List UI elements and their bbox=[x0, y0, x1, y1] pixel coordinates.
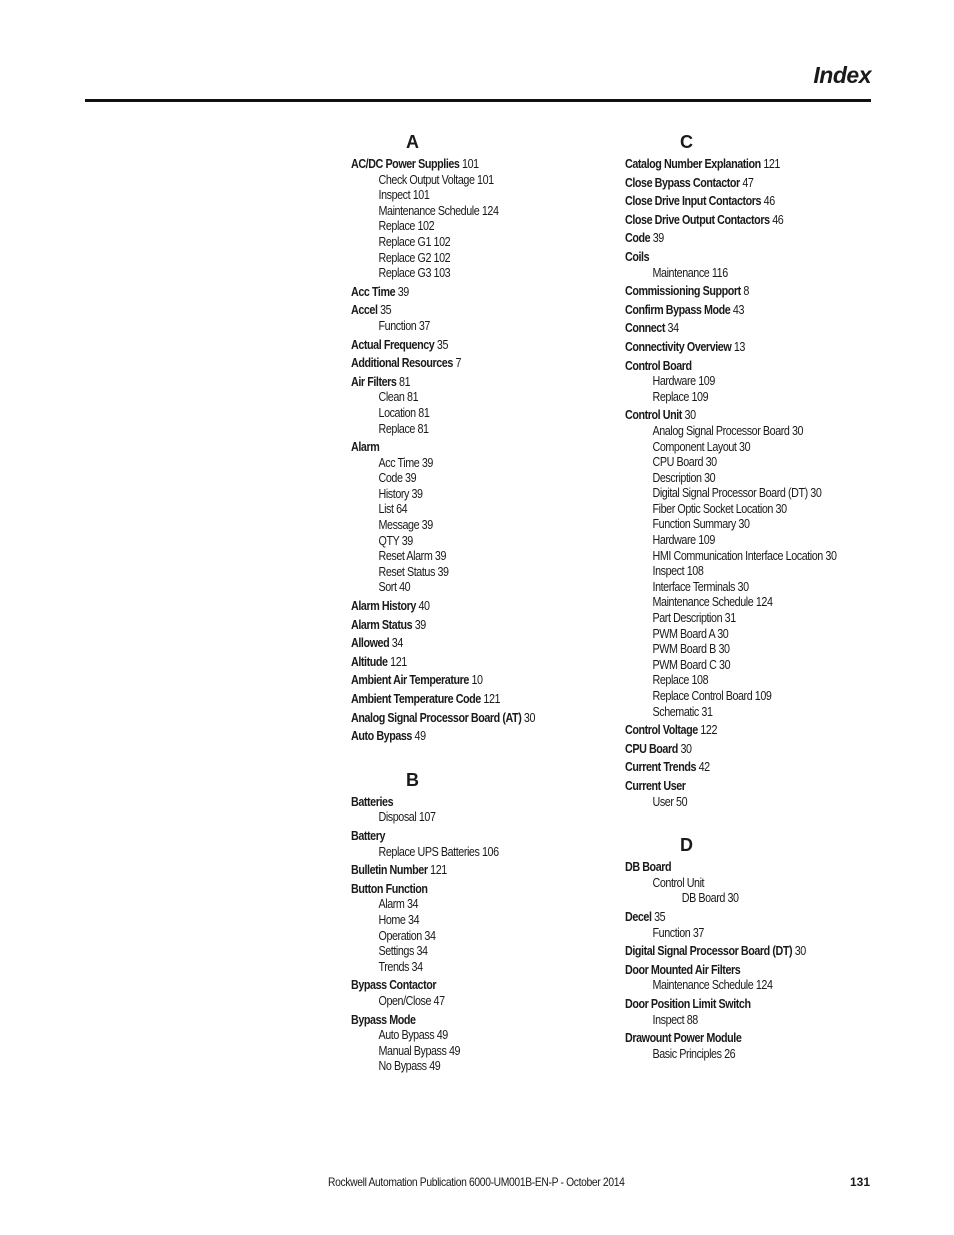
index-subentry: Replace G2 102 bbox=[378, 250, 451, 265]
index-page-ref: 42 bbox=[698, 760, 710, 775]
index-page-ref: 101 bbox=[462, 157, 479, 171]
index-page-ref: 8 bbox=[743, 284, 749, 299]
index-entry bbox=[351, 285, 566, 301]
index-subentry: Fiber Optic Socket Location 30 bbox=[652, 501, 787, 516]
index-term: Auto Bypass bbox=[351, 729, 412, 744]
footer-publication: Rockwell Automation Publication 6000-UM001B-EN-P - October 2014 bbox=[328, 1175, 625, 1189]
index-column-right bbox=[625, 130, 885, 1062]
index-subentry: Replace 108 bbox=[652, 673, 709, 688]
index-subentry: Check Output Voltage 101 bbox=[378, 172, 494, 187]
index-page-ref: 10 bbox=[471, 673, 483, 688]
index-term: Connectivity Overview bbox=[625, 339, 732, 354]
index-subentry: Hardware 109 bbox=[652, 533, 715, 548]
index-term: Bulletin Number bbox=[351, 863, 428, 878]
index-entry bbox=[351, 636, 566, 652]
index-term: Catalog Number Explanation bbox=[625, 157, 761, 171]
index-term: Control Unit bbox=[625, 408, 682, 423]
index-page-ref: 46 bbox=[763, 194, 775, 209]
index-entry bbox=[351, 618, 566, 634]
index-entry bbox=[625, 1031, 849, 1047]
index-entry bbox=[625, 157, 849, 173]
index-term: Close Bypass Contactor bbox=[625, 175, 740, 190]
index-entry bbox=[351, 673, 566, 689]
index-term: Alarm bbox=[351, 440, 380, 455]
index-subentry: Part Description 31 bbox=[652, 611, 736, 626]
index-entry bbox=[625, 303, 849, 319]
index-term: Battery bbox=[351, 828, 386, 843]
index-page-ref: 39 bbox=[414, 617, 426, 632]
index-subentry: Replace 81 bbox=[378, 421, 429, 436]
index-page-ref: 30 bbox=[523, 710, 536, 725]
index-subentry: CPU Board 30 bbox=[652, 455, 717, 470]
index-term: Current Trends bbox=[625, 760, 697, 775]
index-entry bbox=[625, 359, 849, 375]
index-entry bbox=[625, 779, 849, 795]
index-entry bbox=[351, 356, 566, 372]
index-subentry: Inspect 101 bbox=[378, 188, 430, 203]
index-subentry: Alarm 34 bbox=[378, 897, 419, 912]
index-term: Current User bbox=[625, 778, 686, 793]
index-section bbox=[351, 768, 601, 1075]
index-page-ref: 122 bbox=[700, 723, 718, 738]
index-entry bbox=[351, 157, 566, 173]
index-subentry: Replace 102 bbox=[378, 219, 435, 234]
index-page-ref: 121 bbox=[430, 863, 447, 878]
index-entry bbox=[625, 408, 849, 424]
index-page-ref: 30 bbox=[684, 408, 696, 423]
index-term: Ambient Temperature Code bbox=[351, 692, 481, 706]
index-subentry: Basic Principles 26 bbox=[652, 1046, 736, 1061]
index-page-ref: 40 bbox=[418, 599, 430, 614]
index-subentry: No Bypass 49 bbox=[378, 1059, 441, 1074]
index-entry bbox=[351, 692, 566, 708]
index-term: Alarm Status bbox=[351, 617, 413, 632]
index-page-ref: 121 bbox=[390, 654, 407, 669]
index-term: Actual Frequency bbox=[351, 337, 435, 352]
index-subentry: Replace G3 103 bbox=[378, 266, 451, 281]
index-page-ref: 30 bbox=[680, 741, 692, 756]
index-term: Bypass Mode bbox=[351, 1012, 416, 1027]
index-subentry: History 39 bbox=[378, 486, 423, 501]
index-subentry: Maintenance Schedule 124 bbox=[378, 203, 499, 218]
index-term: Accel bbox=[351, 303, 378, 318]
index-term: Drawount Power Module bbox=[625, 1031, 742, 1046]
index-page-ref: 39 bbox=[397, 284, 409, 299]
index-page-ref: 35 bbox=[436, 337, 448, 352]
index-term: Altitude bbox=[351, 654, 388, 669]
index-subentry: Component Layout 30 bbox=[652, 439, 751, 454]
index-subentry: Operation 34 bbox=[378, 928, 436, 943]
index-subentry: Disposal 107 bbox=[378, 810, 436, 825]
index-subentry: Replace G1 102 bbox=[378, 234, 451, 249]
index-subentry: Replace 109 bbox=[652, 389, 709, 404]
index-entry bbox=[351, 655, 566, 671]
index-entry bbox=[351, 1013, 566, 1029]
index-term: Code bbox=[625, 231, 651, 246]
index-subentry: Maintenance Schedule 124 bbox=[652, 595, 773, 610]
index-term: Allowed bbox=[351, 636, 390, 651]
index-subentry: Maintenance 116 bbox=[652, 265, 728, 280]
index-entry bbox=[351, 338, 566, 354]
index-entry bbox=[351, 599, 566, 615]
index-page-ref: 34 bbox=[667, 321, 679, 336]
index-term: Confirm Bypass Mode bbox=[625, 302, 731, 317]
index-subentry: Replace UPS Batteries 106 bbox=[378, 844, 499, 859]
index-subentry: Description 30 bbox=[652, 470, 716, 485]
index-subentry: Inspect 108 bbox=[652, 564, 704, 579]
index-term: DB Board bbox=[625, 860, 672, 875]
index-subentry: Analog Signal Processor Board 30 bbox=[652, 423, 804, 438]
index-term: Control Voltage bbox=[625, 723, 698, 738]
index-subentry: Code 39 bbox=[378, 471, 417, 486]
index-subentry: PWM Board C 30 bbox=[652, 657, 731, 672]
index-term: Digital Signal Processor Board (DT) bbox=[625, 944, 793, 959]
index-entry bbox=[625, 194, 849, 210]
index-subentry: DB Board 30 bbox=[681, 891, 739, 906]
index-term: Air Filters bbox=[351, 374, 397, 389]
index-entry bbox=[351, 829, 566, 845]
index-page-ref: 34 bbox=[391, 636, 403, 651]
index-term: Button Function bbox=[351, 881, 428, 896]
index-entry bbox=[625, 231, 849, 247]
index-term: Coils bbox=[625, 249, 650, 264]
index-term: Bypass Contactor bbox=[351, 978, 437, 993]
index-term: Close Drive Input Contactors bbox=[625, 194, 762, 209]
index-page-ref: 46 bbox=[772, 212, 784, 227]
index-entry bbox=[625, 250, 849, 266]
index-term: Door Mounted Air Filters bbox=[625, 962, 741, 977]
index-subentry: Location 81 bbox=[378, 405, 430, 420]
index-subentry: Inspect 88 bbox=[652, 1012, 698, 1027]
index-page-ref: 43 bbox=[732, 302, 744, 317]
index-entry bbox=[625, 340, 849, 356]
index-term: Door Position Limit Switch bbox=[625, 996, 751, 1011]
index-entry bbox=[625, 176, 849, 192]
index-term: Analog Signal Processor Board (AT) bbox=[351, 710, 522, 725]
index-subentry: Settings 34 bbox=[378, 944, 428, 959]
index-subentry: PWM Board A 30 bbox=[652, 626, 729, 641]
index-subentry: Schematic 31 bbox=[652, 704, 713, 719]
index-entry bbox=[351, 882, 566, 898]
index-subentry: Auto Bypass 49 bbox=[378, 1028, 448, 1043]
index-page-ref: 35 bbox=[654, 909, 666, 924]
index-entry bbox=[625, 860, 849, 876]
index-subentry: Acc Time 39 bbox=[378, 455, 433, 470]
index-subentry: Sort 40 bbox=[378, 580, 411, 595]
section-letter: B bbox=[406, 769, 419, 790]
index-term: Batteries bbox=[351, 794, 394, 809]
index-subentry: HMI Communication Interface Location 30 bbox=[652, 548, 837, 563]
index-term: Decel bbox=[625, 909, 652, 924]
index-subentry: Reset Alarm 39 bbox=[378, 549, 447, 564]
index-term: Acc Time bbox=[351, 284, 396, 299]
index-column-left bbox=[351, 130, 601, 1075]
index-entry bbox=[351, 711, 566, 727]
index-page-ref: 81 bbox=[399, 374, 411, 389]
index-term: Connect bbox=[625, 321, 665, 336]
section-letter: A bbox=[406, 132, 419, 152]
index-term: AC/DC Power Supplies bbox=[351, 157, 460, 171]
footer-page-number: 131 bbox=[849, 1175, 870, 1189]
index-entry bbox=[625, 284, 849, 300]
index-page-ref: 121 bbox=[763, 157, 780, 171]
index-subentry: PWM Board B 30 bbox=[652, 642, 730, 657]
index-subentry: User 50 bbox=[652, 794, 688, 809]
index-subentry: QTY 39 bbox=[378, 533, 413, 548]
index-subentry: Hardware 109 bbox=[652, 374, 715, 389]
index-section bbox=[625, 833, 885, 1062]
index-term: Ambient Air Temperature bbox=[351, 673, 469, 688]
index-subentry: Trends 34 bbox=[378, 959, 423, 974]
section-letter: C bbox=[680, 132, 693, 152]
index-entry bbox=[625, 997, 849, 1013]
index-section bbox=[625, 130, 885, 810]
index-entry bbox=[351, 863, 566, 879]
index-term: CPU Board bbox=[625, 741, 678, 756]
index-page-ref: 13 bbox=[733, 339, 745, 354]
index-subentry: Digital Signal Processor Board (DT) 30 bbox=[652, 486, 822, 501]
index-page-ref: 30 bbox=[794, 944, 806, 959]
index-subentry: Clean 81 bbox=[378, 390, 419, 405]
index-term: Commissioning Support bbox=[625, 284, 741, 299]
index-page-ref: 49 bbox=[414, 729, 426, 744]
index-page-ref: 7 bbox=[455, 356, 462, 371]
index-entry bbox=[351, 795, 566, 811]
section-letter: D bbox=[680, 835, 693, 856]
index-page-ref: 35 bbox=[380, 303, 392, 318]
index-subentry: Reset Status 39 bbox=[378, 564, 449, 579]
index-entry bbox=[625, 723, 849, 739]
index-entry bbox=[351, 440, 566, 456]
index-subentry: Maintenance Schedule 124 bbox=[652, 978, 773, 993]
index-subentry: List 64 bbox=[378, 502, 408, 517]
index-subentry: Replace Control Board 109 bbox=[652, 689, 772, 703]
index-section bbox=[351, 130, 601, 745]
index-subentry: Function 37 bbox=[652, 925, 704, 940]
index-subentry: Control Unit bbox=[652, 875, 705, 890]
index-term: Alarm History bbox=[351, 599, 416, 614]
index-page-ref: 121 bbox=[483, 692, 501, 706]
index-subentry: Message 39 bbox=[378, 518, 433, 533]
index-entry bbox=[351, 729, 566, 745]
index-subentry: Manual Bypass 49 bbox=[378, 1043, 461, 1058]
index-subentry: Interface Terminals 30 bbox=[652, 579, 749, 594]
index-entry bbox=[351, 978, 566, 994]
index-entry bbox=[625, 321, 849, 337]
index-entry bbox=[351, 303, 566, 319]
index-subentry: Home 34 bbox=[378, 912, 420, 927]
index-term: Control Board bbox=[625, 358, 692, 373]
index-term: Close Drive Output Contactors bbox=[625, 212, 770, 227]
index-entry bbox=[625, 910, 849, 926]
page-title: Index bbox=[813, 62, 871, 88]
index-entry bbox=[625, 213, 849, 229]
index-entry bbox=[625, 944, 849, 960]
index-page-ref: 47 bbox=[742, 175, 754, 190]
index-entry bbox=[625, 742, 849, 758]
index-entry bbox=[351, 375, 566, 391]
index-subentry: Function 37 bbox=[378, 318, 430, 333]
index-subentry: Open/Close 47 bbox=[378, 993, 445, 1008]
index-subentry: Function Summary 30 bbox=[652, 517, 750, 532]
index-term: Additional Resources bbox=[351, 356, 453, 371]
index-entry bbox=[625, 963, 849, 979]
index-page-ref: 39 bbox=[652, 231, 664, 246]
title-rule bbox=[85, 99, 871, 102]
index-entry bbox=[625, 760, 849, 776]
